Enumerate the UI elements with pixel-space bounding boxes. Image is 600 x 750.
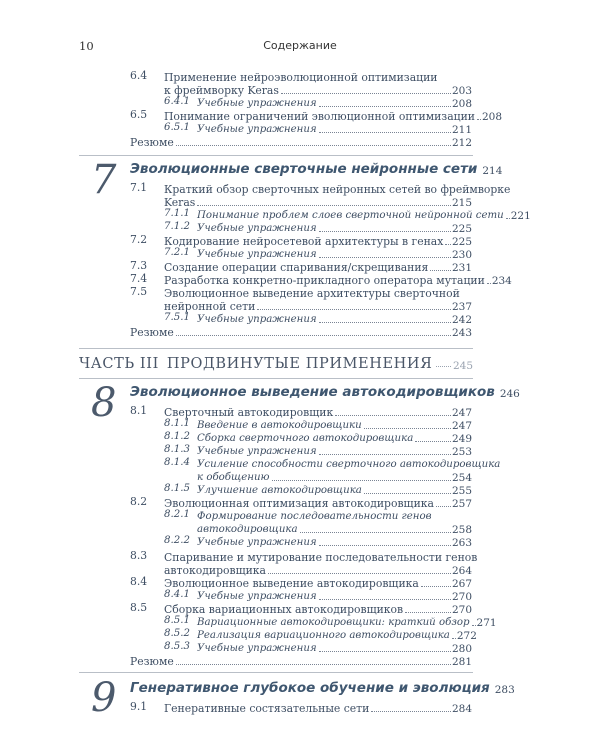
toc-entry-7-1-cont[interactable] [130,195,472,209]
toc-entry-7-1-1[interactable] [130,208,531,222]
toc-entry-title: Учебные упражнения [197,249,317,260]
toc-entry-title: автокодировщика [164,564,266,577]
toc-entry-number: 7.4 [130,272,148,285]
dot-leader [371,711,451,712]
toc-entry-number: 7.3 [130,259,148,272]
toc-entry-number: 7.2 [130,233,148,246]
toc-entry-8-3[interactable] [130,549,478,564]
toc-entry-7-1-2[interactable] [130,221,472,235]
toc-entry-page: 231 [451,262,472,274]
toc-entry-title: Учебные упражнения [197,537,317,548]
toc-entry-number: 8.2.1 [164,509,190,520]
toc-entry-page: 257 [451,498,472,510]
toc-entry-page: 258 [451,524,472,536]
toc-entry-page: 271 [476,617,497,629]
chapter-number-7: 7 [91,157,117,203]
dot-leader [319,106,451,107]
toc-entry-title: Понимание проблем слоев сверточной нейронной сети [197,210,504,221]
toc-entry-number: 8.5 [130,601,148,614]
toc-entry-title: Резюме [130,136,174,149]
toc-entry-number: 8.5.3 [164,641,190,652]
dot-leader [415,441,451,442]
dot-leader [319,132,451,133]
toc-entry-number: 8.5.1 [164,615,190,626]
chapter-page: 214 [482,165,503,177]
toc-entry-title: Генеративные состязательные сети [164,702,370,715]
toc-entry-8-2[interactable] [130,496,472,510]
toc-entry-page: 264 [451,565,472,577]
toc-entry-page: 247 [451,407,472,419]
toc-entry-title: Спаривание и мутирование последовательности генов [164,551,478,564]
toc-entry-7-5[interactable] [130,286,472,300]
toc-entry-page: 249 [451,433,472,445]
dot-leader [176,664,451,665]
dot-leader [472,625,476,626]
toc-entry-title: автокодировщика [197,524,298,535]
toc-entry-page: 253 [451,446,472,458]
toc-entry-summary-7[interactable] [130,325,472,339]
toc-entry-number: 6.4 [130,69,148,82]
part-title: ПРОДВИНУТЫЕ ПРИМЕНЕНИЯ [166,356,433,372]
part-label: ЧАСТЬ III [79,356,159,372]
toc-entry-8-5-2[interactable] [130,628,477,642]
toc-entry-page: 267 [451,578,472,590]
chapter-number-8: 8 [91,380,117,426]
dot-leader [319,257,451,258]
toc-entry-title: Учебные упражнения [197,314,317,325]
dot-leader [421,586,451,587]
dot-leader [197,205,451,206]
dot-leader [281,93,451,94]
chapter-title-8[interactable] [130,384,520,400]
dot-leader [436,506,451,507]
toc-entry-title: Сборка сверточного автокодировщика [197,433,414,444]
toc-entry-number: 8.1.1 [164,418,190,429]
toc-entry-title: Эволюционная оптимизация автокодировщика [164,497,434,510]
toc-entry-title: Учебные упражнения [197,643,317,654]
toc-entry-title: Учебные упражнения [197,446,317,457]
chapter-title-7[interactable] [130,161,503,177]
page-number: 10 [79,39,94,53]
toc-entry-title: Сборка вариационных автокодировщиков [164,603,404,616]
toc-entry-title: Улучшение автокодировщика [197,485,362,496]
toc-entry-page: 242 [451,314,472,326]
dot-leader [319,651,451,652]
toc-entry-title: Понимание ограничений эволюционной оптимизации [164,110,475,123]
part-heading-3[interactable] [79,356,473,372]
toc-entry-page: 230 [451,249,472,261]
toc-entry-title: к фреймворку Keras [164,84,279,97]
dot-leader [319,231,451,232]
toc-entry-number: 9.1 [130,700,148,713]
part-divider [79,348,473,349]
toc-entry-title: Резюме [130,326,174,339]
toc-entry-number: 8.1 [130,404,148,417]
toc-entry-page: 243 [451,327,472,339]
dot-leader [176,335,451,336]
toc-entry-title: Краткий обзор сверточных нейронных сетей во фреймворке [164,183,511,196]
toc-entry-title: Учебные упражнения [197,223,317,234]
toc-entry-title: Создание операции спаривания/скрещивания [164,261,429,274]
chapter-divider [79,155,473,156]
toc-entry-number: 8.1.4 [164,457,190,468]
toc-entry-page: 263 [451,537,472,549]
toc-entry-8-1-4[interactable] [130,457,501,471]
toc-entry-summary-6[interactable] [130,135,472,149]
dot-leader [335,415,451,416]
toc-entry-6-4-1[interactable] [130,96,472,110]
toc-entry-number: 7.1.1 [164,208,190,219]
chapter-page: 246 [499,388,520,400]
dot-leader [364,493,451,494]
toc-entry-8-1-1[interactable] [130,418,472,432]
toc-entry-8-1-5[interactable] [130,483,472,497]
toc-entry-8-2-1[interactable] [130,509,472,523]
dot-leader [300,532,451,533]
toc-entry-number: 6.5.1 [164,122,190,133]
toc-entry-page: 221 [510,210,531,222]
toc-entry-8-5[interactable] [130,602,472,616]
running-title: Содержание [263,39,337,52]
toc-entry-title: нейронной сети [164,300,256,313]
dot-leader [436,366,450,367]
toc-entry-8-4[interactable] [130,576,472,590]
toc-entry-7-2-1[interactable] [130,247,472,261]
toc-entry-title: Усиление способности сверточного автокодировщика [197,459,501,470]
toc-entry-number: 8.2.2 [164,535,190,546]
toc-entry-page: 237 [451,301,472,313]
dot-leader [477,119,481,120]
dot-leader [445,244,451,245]
toc-entry-page: 215 [451,197,472,209]
toc-entry-title: Резюме [130,655,174,668]
toc-entry-6-5[interactable] [130,108,503,123]
toc-entry-title: Эволюционное выведение автокодировщика [164,577,419,590]
chapter-number-9: 9 [91,675,117,721]
toc-entry-number: 8.1.2 [164,431,190,442]
toc-entry-title: Учебные упражнения [197,98,317,109]
toc-entry-page: 284 [451,703,472,715]
toc-entry-number: 8.4 [130,575,148,588]
dot-leader [257,309,451,310]
toc-entry-summary-8[interactable] [130,654,472,668]
toc-entry-number: 8.1.5 [164,483,190,494]
toc-entry-7-5-cont[interactable] [130,299,472,313]
toc-entry-8-2-1-cont[interactable] [130,522,472,536]
dot-leader [319,599,451,600]
toc-entry-page: 225 [451,223,472,235]
toc-entry-title: Keras [164,196,196,209]
dot-leader [268,573,451,574]
toc-entry-number: 7.2.1 [164,247,190,258]
toc-entry-8-3-cont[interactable] [130,563,472,577]
toc-entry-8-2-2[interactable] [130,535,472,549]
toc-entry-number: 8.4.1 [164,589,190,600]
dot-leader [319,454,451,455]
toc-entry-8-4-1[interactable] [130,589,472,603]
toc-entry-8-1-2[interactable] [130,431,472,445]
toc-entry-title: Формирование последовательности генов [197,511,432,522]
chapter-title-9[interactable] [130,680,515,696]
toc-entry-7-1[interactable] [130,181,511,196]
toc-entry-number: 7.1.2 [164,221,190,232]
toc-entry-page: 255 [451,485,472,497]
toc-entry-page: 212 [451,137,472,149]
toc-entry-8-1-4-cont[interactable] [130,470,472,484]
toc-entry-8-5-1[interactable] [130,615,497,629]
toc-entry-number: 8.1.3 [164,444,190,455]
toc-entry-title: к обобщению [197,472,270,483]
toc-entry-number: 8.5.2 [164,628,190,639]
toc-entry-title: Сверточный автокодировщик [164,406,334,419]
toc-entry-page: 234 [491,275,512,287]
toc-entry-title: Кодирование нейросетевой архитектуры в генах [164,235,444,248]
dot-leader [176,145,451,146]
toc-entry-6-5-1[interactable] [130,122,472,136]
toc-entry-title: Эволюционное выведение архитектуры сверточной [164,287,460,300]
toc-entry-9-1[interactable] [130,701,472,715]
dot-leader [272,480,451,481]
dot-leader [364,428,451,429]
toc-entry-8-5-3[interactable] [130,641,472,655]
toc-entry-8-1-3[interactable] [130,444,472,458]
dot-leader [405,612,451,613]
toc-entry-page: 270 [451,591,472,603]
toc-entry-page: 208 [451,98,472,110]
chapter-divider [79,672,473,673]
part-page: 245 [452,360,473,372]
toc-entry-page: 247 [451,420,472,432]
toc-entry-7-2[interactable] [130,234,472,248]
toc-entry-title: Учебные упражнения [197,124,317,135]
toc-entry-title: Применение нейроэволюционной оптимизации [164,71,438,84]
toc-entry-7-3[interactable] [130,260,472,274]
chapter-title-text: Эволюционное выведение автокодировщиков [130,384,495,400]
toc-entry-page: 208 [481,111,503,123]
dot-leader [319,545,451,546]
toc-entry-page: 281 [451,656,472,668]
chapter-title-text: Эволюционные сверточные нейронные сети [130,161,478,177]
toc-entry-title: Реализация вариационного автокодировщика [197,630,450,641]
toc-entry-7-5-1[interactable] [130,312,472,326]
chapter-page: 283 [494,684,515,696]
toc-entry-number: 6.4.1 [164,96,190,107]
toc-entry-title: Введение в автокодировщики [197,420,362,431]
toc-entry-number: 6.5 [130,108,148,121]
toc-entry-page: 280 [451,643,472,655]
toc-entry-page: 211 [451,124,472,136]
toc-entry-number: 8.3 [130,549,148,562]
toc-entry-page: 270 [451,604,472,616]
dot-leader [452,638,456,639]
toc-entry-6-4-cont[interactable] [130,83,472,97]
chapter-title-text: Генеративное глубокое обучение и эволюция [130,680,490,696]
toc-entry-number: 7.5 [130,285,148,298]
dot-leader [487,283,491,284]
toc-entry-page: 254 [451,472,472,484]
dot-leader [319,322,451,323]
toc-entry-title: Разработка конкретно-прикладного оператора мутации [164,274,485,287]
toc-entry-page: 203 [451,85,472,97]
chapter-divider [79,378,473,379]
toc-entry-title: Вариационные автокодировщики: краткий обзор [197,617,470,628]
toc-entry-number: 7.5.1 [164,312,190,323]
toc-entry-title: Учебные упражнения [197,591,317,602]
toc-entry-number: 8.2 [130,495,148,508]
toc-entry-number: 7.1 [130,181,148,194]
dot-leader [430,270,451,271]
toc-entry-page: 225 [451,236,472,248]
toc-entry-8-1[interactable] [130,405,472,419]
toc-entry-page: 272 [456,630,477,642]
toc-entry-7-4[interactable] [130,272,512,287]
toc-entry-6-4[interactable] [130,70,472,84]
dot-leader [506,218,510,219]
